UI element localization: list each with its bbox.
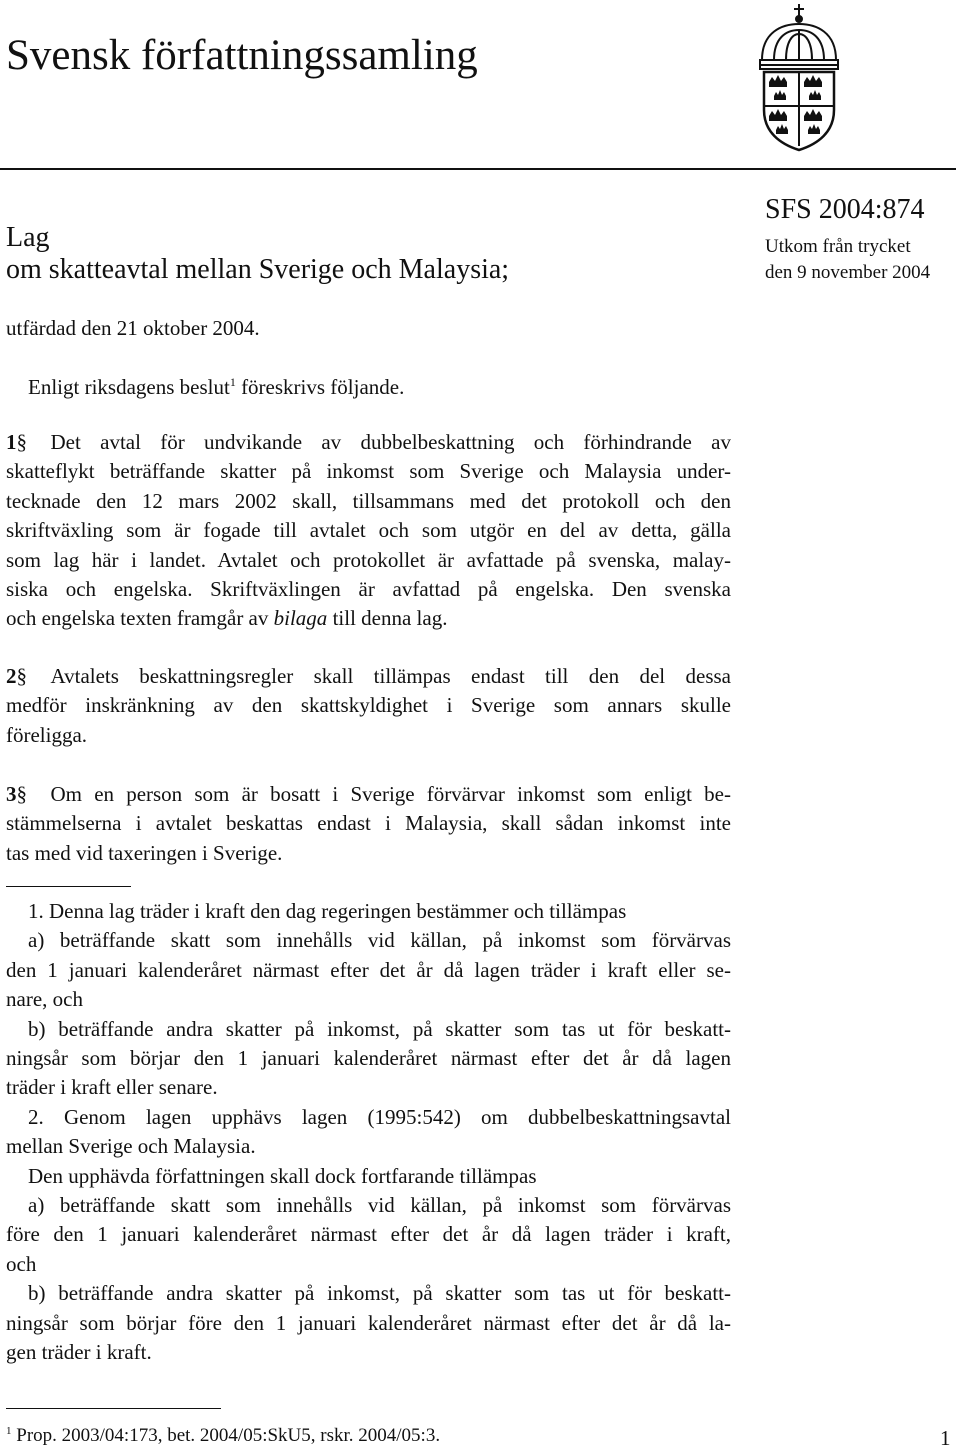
provision-line: nare, och xyxy=(6,987,83,1012)
section-3 xyxy=(6,780,731,868)
provision-line: ningsår som börjar den 1 januari kalenderåret närmast efter det år då lagen xyxy=(6,1046,731,1071)
publication-info-line1: Utkom från trycket xyxy=(765,236,911,257)
sfs-number: SFS 2004:874 xyxy=(765,194,925,225)
publication-info-line2: den 9 november 2004 xyxy=(765,262,931,283)
section-number: 3 xyxy=(6,782,17,806)
section-line-text: och engelska texten framgår av xyxy=(6,606,274,631)
section-line: skriftväxling som är fogade till avtalet och som utgör en del av detta, gälla xyxy=(6,518,731,543)
footnote-divider xyxy=(6,1408,221,1409)
section-line-text: Det avtal för undvikande av dubbelbeskattning och förhindrande av xyxy=(50,430,731,454)
provision-line: a) beträffande skatt som innehålls vid källan, på inkomst som förvärvas xyxy=(28,1193,731,1218)
issued-date: utfärdad den 21 oktober 2004. xyxy=(6,316,260,340)
section-1 xyxy=(6,428,731,634)
swedish-coat-of-arms-icon xyxy=(752,2,846,154)
transitional-provisions xyxy=(6,897,731,1368)
provision-line: ningsår som börjar före den 1 januari kalenderåret närmast efter det år då la- xyxy=(6,1310,731,1335)
section-line: tas med vid taxeringen i Sverige. xyxy=(6,840,283,865)
footnote-text: Prop. 2003/04:173, bet. 2004/05:SkU5, rskr. 2004/05:3. xyxy=(11,1425,441,1446)
provision-line: den 1 januari kalenderåret närmast efter det år då lagen träder i kraft eller se- xyxy=(6,957,731,982)
provision-line: och xyxy=(6,1251,37,1276)
section-2 xyxy=(6,662,731,750)
footnote-reference: 1 xyxy=(229,375,236,389)
provision-line: träder i kraft eller senare. xyxy=(6,1075,218,1100)
section-line: stämmelserna i avtalet beskattas endast i Malaysia, skall sådan inkomst inte xyxy=(6,811,731,836)
section-line xyxy=(6,428,731,457)
collection-title: Svensk författningssamling xyxy=(6,32,478,79)
header-divider xyxy=(0,168,956,170)
section-line xyxy=(6,604,731,633)
section-line xyxy=(6,662,731,691)
law-subtitle: om skatteavtal mellan Sverige och Malaysia; xyxy=(6,254,510,285)
section-line: tecknade den 12 mars 2002 skall, tillsammans med det protokoll och den xyxy=(6,488,731,513)
footnote xyxy=(6,1424,440,1448)
appendix-reference: bilaga xyxy=(273,606,328,631)
section-line: som lag här i landet. Avtalet och protokollet är avfattade på svenska, malay- xyxy=(6,547,731,572)
intro-sentence xyxy=(28,374,404,400)
provision-line: a) beträffande skatt som innehålls vid källan, på inkomst som förvärvas xyxy=(28,928,731,953)
provision-line: mellan Sverige och Malaysia. xyxy=(6,1134,256,1159)
section-line-text: Om en person som är bosatt i Sverige förvärvar inkomst som enligt be- xyxy=(50,782,731,806)
provision-line: Den upphävda författningen skall dock fortfarande tillämpas xyxy=(28,1163,537,1188)
provision-line: före den 1 januari kalenderåret närmast efter det år då lagen träder i kraft, xyxy=(6,1222,731,1247)
section-line: skatteflykt beträffande skatter på inkomst som Sverige och Malaysia under- xyxy=(6,459,731,484)
provision-line: 1. Denna lag träder i kraft den dag regeringen bestämmer och tillämpas xyxy=(28,899,627,923)
provision-line: 2. Genom lagen upphävs lagen (1995:542) om dubbelbeskattningsavtal xyxy=(28,1104,731,1129)
section-line: siska och engelska. Skriftväxlingen är avfattad på engelska. Den svenska xyxy=(6,577,731,602)
intro-text-end: föreskrivs följande. xyxy=(235,375,405,399)
provision-line: b) beträffande andra skatter på inkomst, på skatter som tas ut för beskatt- xyxy=(28,1016,731,1041)
section-number: 1 xyxy=(6,430,17,454)
law-heading: Lag xyxy=(6,222,50,253)
paragraph-sign: § xyxy=(16,430,27,454)
section-line-text: Avtalets beskattningsregler skall tillämpas endast till den del dessa xyxy=(50,664,731,688)
section-number: 2 xyxy=(6,664,17,688)
section-line: föreligga. xyxy=(6,722,88,747)
section-line: medför inskränkning av den skattskyldighet i Sverige som annars skulle xyxy=(6,693,731,718)
footnote-number: 1 xyxy=(6,1425,12,1437)
paragraph-sign: § xyxy=(16,664,27,688)
provision-line: gen träder i kraft. xyxy=(6,1340,152,1365)
transitional-divider xyxy=(6,886,131,887)
provision-line: b) beträffande andra skatter på inkomst, på skatter som tas ut för beskatt- xyxy=(28,1281,731,1306)
section-line xyxy=(6,780,731,809)
paragraph-sign: § xyxy=(16,782,27,806)
page-number: 1 xyxy=(940,1426,951,1450)
intro-text: Enligt riksdagens beslut xyxy=(28,375,230,399)
section-line-text: till denna lag. xyxy=(327,606,448,631)
